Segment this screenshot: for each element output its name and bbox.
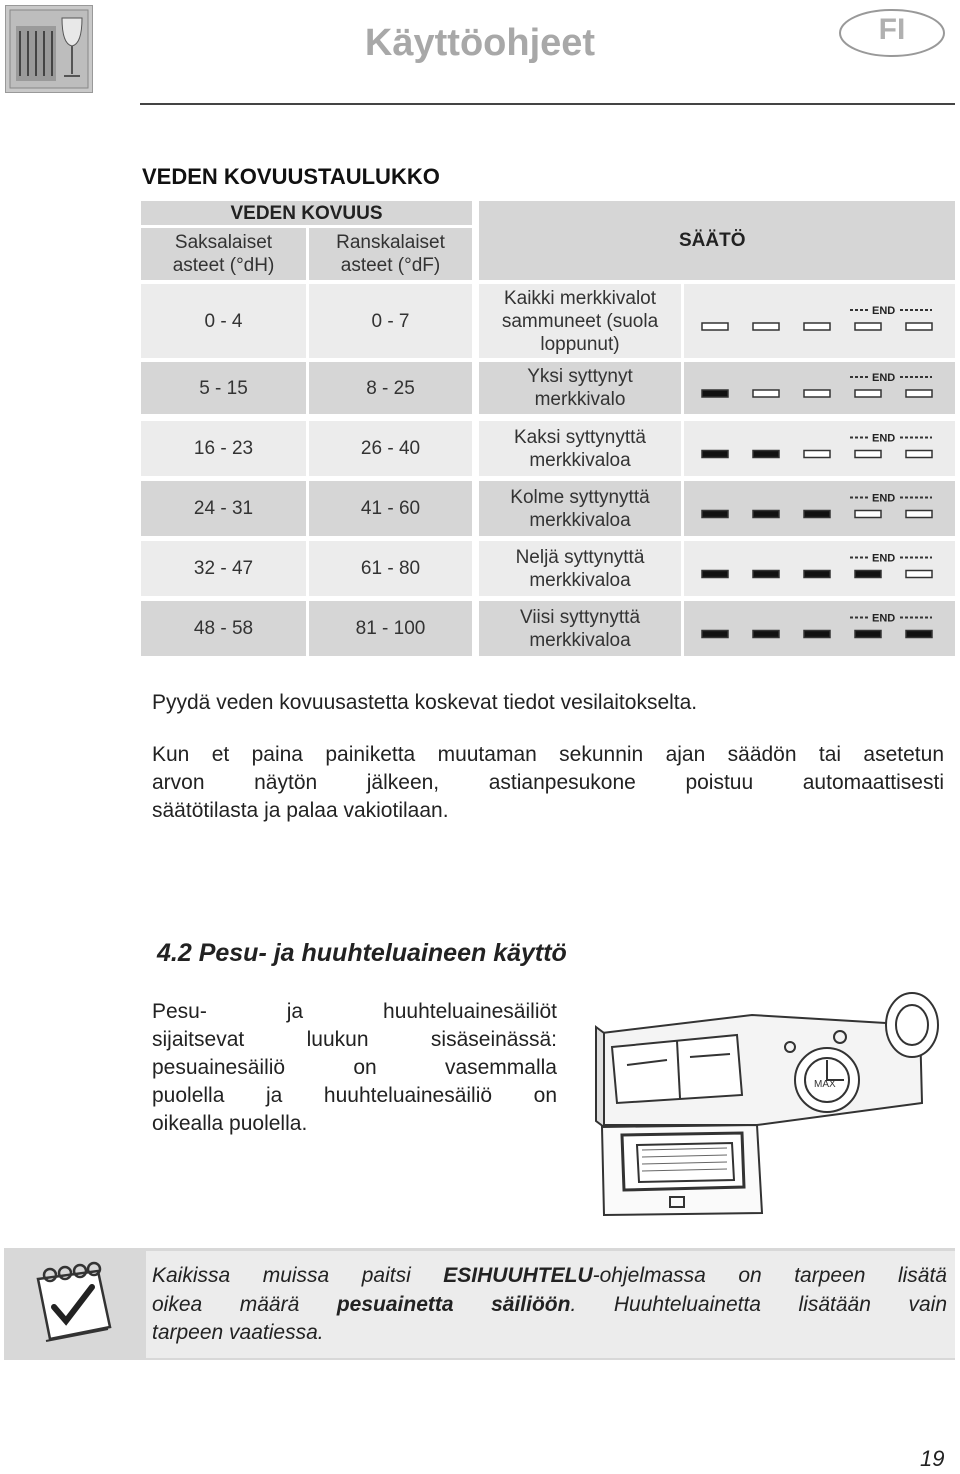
- end-label: END: [871, 305, 895, 317]
- column-header-german: Saksalaiset asteet (°dH): [141, 228, 306, 280]
- cell-french-degrees: 61 - 80: [309, 541, 472, 596]
- max-label: MAX: [814, 1079, 836, 1090]
- indicator-lamp-row: [700, 284, 940, 358]
- indicator-lamp-off: [804, 390, 830, 397]
- dispenser-paragraph: [152, 998, 557, 1138]
- cell-french-degrees: 41 - 60: [309, 481, 472, 536]
- indicator-lamp-on: [753, 571, 779, 578]
- indicator-lamp-row: [700, 541, 940, 596]
- indicator-lamp-off: [702, 323, 728, 330]
- timeout-line-1: Kun et paina painiketta muutaman sekunnin ajan säädön tai asetetun: [152, 743, 944, 766]
- cell-french-degrees: 0 - 7: [309, 284, 472, 358]
- end-label: END: [871, 432, 895, 445]
- dispenser-line-2: sijaitsevat luukun sisäseinässä:: [152, 1028, 557, 1051]
- indicator-lamp-on: [906, 631, 932, 638]
- dispenser-line-1: Pesu- ja huuhteluainesäiliöt: [152, 1000, 557, 1023]
- water-hardness-group-header: VEDEN KOVUUS: [141, 201, 472, 225]
- indicator-lamp-on: [702, 571, 728, 578]
- cell-german-degrees: 48 - 58: [141, 601, 306, 656]
- note-line-2-a: oikea määrä: [152, 1292, 337, 1316]
- detergent-dispenser-illustration: [582, 985, 952, 1220]
- indicator-lamp-off: [906, 511, 932, 518]
- indicator-lamp-off: [906, 571, 932, 578]
- info-line: Pyydä veden kovuusastetta koskevat tiedot vesilaitokselta.: [152, 691, 698, 714]
- dispenser-line-5: oikealla puolella.: [152, 1112, 308, 1135]
- end-label: END: [871, 372, 895, 384]
- note-line-1-a: Kaikissa muissa paitsi: [152, 1264, 444, 1287]
- indicator-lamps: [684, 601, 955, 656]
- cell-german-degrees: 24 - 31: [141, 481, 306, 536]
- indicator-lamp-on: [753, 631, 779, 638]
- note-detergent-emphasis: pesuainetta säiliöön: [336, 1292, 571, 1316]
- indicator-lamp-row: [700, 421, 940, 476]
- indicator-lamp-off: [855, 390, 881, 397]
- note-line-1: [152, 1262, 947, 1291]
- indicator-lamp-on: [702, 451, 728, 458]
- note-text: [152, 1262, 947, 1348]
- indicator-lamp-on: [702, 390, 728, 397]
- cell-indicator-description: Yksi syttynyt merkkivalo: [479, 362, 681, 414]
- indicator-lamp-off: [906, 451, 932, 458]
- notepad-check-icon: [20, 1257, 120, 1352]
- column-header-setting: [479, 201, 955, 280]
- indicator-lamp-off: [855, 451, 881, 458]
- note-program-name: ESIHUUHTELU: [443, 1264, 593, 1287]
- cell-indicator-description: Neljä syttynyttä merkkivaloa: [479, 541, 681, 596]
- indicator-lamps: [684, 284, 955, 358]
- indicator-lamp-on: [804, 511, 830, 518]
- indicator-lamp-on: [855, 631, 881, 638]
- setting-header-label: SÄÄTÖ: [679, 230, 746, 251]
- header-divider: [140, 103, 955, 105]
- hardness-table-heading: VEDEN KOVUUSTAULUKKO: [142, 164, 440, 189]
- indicator-lamp-off: [906, 390, 932, 397]
- cell-french-degrees: 26 - 40: [309, 421, 472, 476]
- indicator-lamp-off: [855, 511, 881, 518]
- timeout-line-2: arvon näytön jälkeen, astianpesukone poistuu automaattisesti: [152, 771, 944, 794]
- indicator-lamps: [684, 362, 955, 414]
- language-badge: FI: [878, 13, 906, 46]
- indicator-lamps: [684, 421, 955, 476]
- indicator-lamp-row: [700, 481, 940, 536]
- indicator-lamp-off: [753, 323, 779, 330]
- column-header-french: Ranskalaiset asteet (°dF): [309, 228, 472, 280]
- indicator-lamp-on: [702, 631, 728, 638]
- timeout-line-3: säätötilasta ja palaa vakiotilaan.: [152, 799, 449, 822]
- cell-indicator-description: Kolme syttynyttä merkkivaloa: [479, 481, 681, 536]
- indicator-lamp-on: [855, 571, 881, 578]
- end-label: END: [871, 492, 895, 505]
- cell-indicator-description: Viisi syttynyttä merkkivaloa: [479, 601, 681, 656]
- cell-french-degrees: 81 - 100: [309, 601, 472, 656]
- indicator-lamp-on: [804, 631, 830, 638]
- indicator-lamp-off: [804, 451, 830, 458]
- cell-german-degrees: 16 - 23: [141, 421, 306, 476]
- cell-german-degrees: 0 - 4: [141, 284, 306, 358]
- indicator-lamp-on: [753, 451, 779, 458]
- end-label: END: [871, 552, 895, 565]
- indicator-lamp-off: [804, 323, 830, 330]
- indicator-lamp-on: [804, 571, 830, 578]
- cell-french-degrees: 8 - 25: [309, 362, 472, 414]
- cell-german-degrees: 5 - 15: [141, 362, 306, 414]
- note-line-1-b: -ohjelmassa on tarpeen lisätä: [592, 1264, 947, 1287]
- end-label: END: [871, 612, 895, 625]
- timeout-paragraph: [152, 741, 944, 825]
- indicator-lamp-on: [753, 511, 779, 518]
- note-line-2-b: . Huuhteluainetta lisätään vain: [570, 1292, 947, 1316]
- indicator-lamp-off: [753, 390, 779, 397]
- dispenser-line-3: pesuainesäiliö on vasemmalla: [152, 1056, 557, 1079]
- indicator-lamp-off: [855, 323, 881, 330]
- indicator-lamp-row: [700, 362, 940, 414]
- page-number: 19: [920, 1446, 945, 1471]
- cell-indicator-description: Kaksi syttynyttä merkkivaloa: [479, 421, 681, 476]
- indicator-lamps: [684, 481, 955, 536]
- note-line-2: [152, 1291, 947, 1320]
- page-title: Käyttöohjeet: [364, 22, 596, 64]
- indicator-lamps: [684, 541, 955, 596]
- indicator-lamp-row: [700, 601, 940, 656]
- cell-german-degrees: 32 - 47: [141, 541, 306, 596]
- note-line-3: tarpeen vaatiessa.: [152, 1321, 324, 1344]
- indicator-lamp-off: [906, 323, 932, 330]
- cell-indicator-description: Kaikki merkkivalot sammuneet (suola loppunut): [479, 284, 681, 358]
- dispenser-line-4: puolella ja huuhteluainesäiliö on: [152, 1084, 557, 1107]
- section-heading-4-2: 4.2 Pesu- ja huuhteluaineen käyttö: [157, 939, 567, 967]
- indicator-lamp-on: [702, 511, 728, 518]
